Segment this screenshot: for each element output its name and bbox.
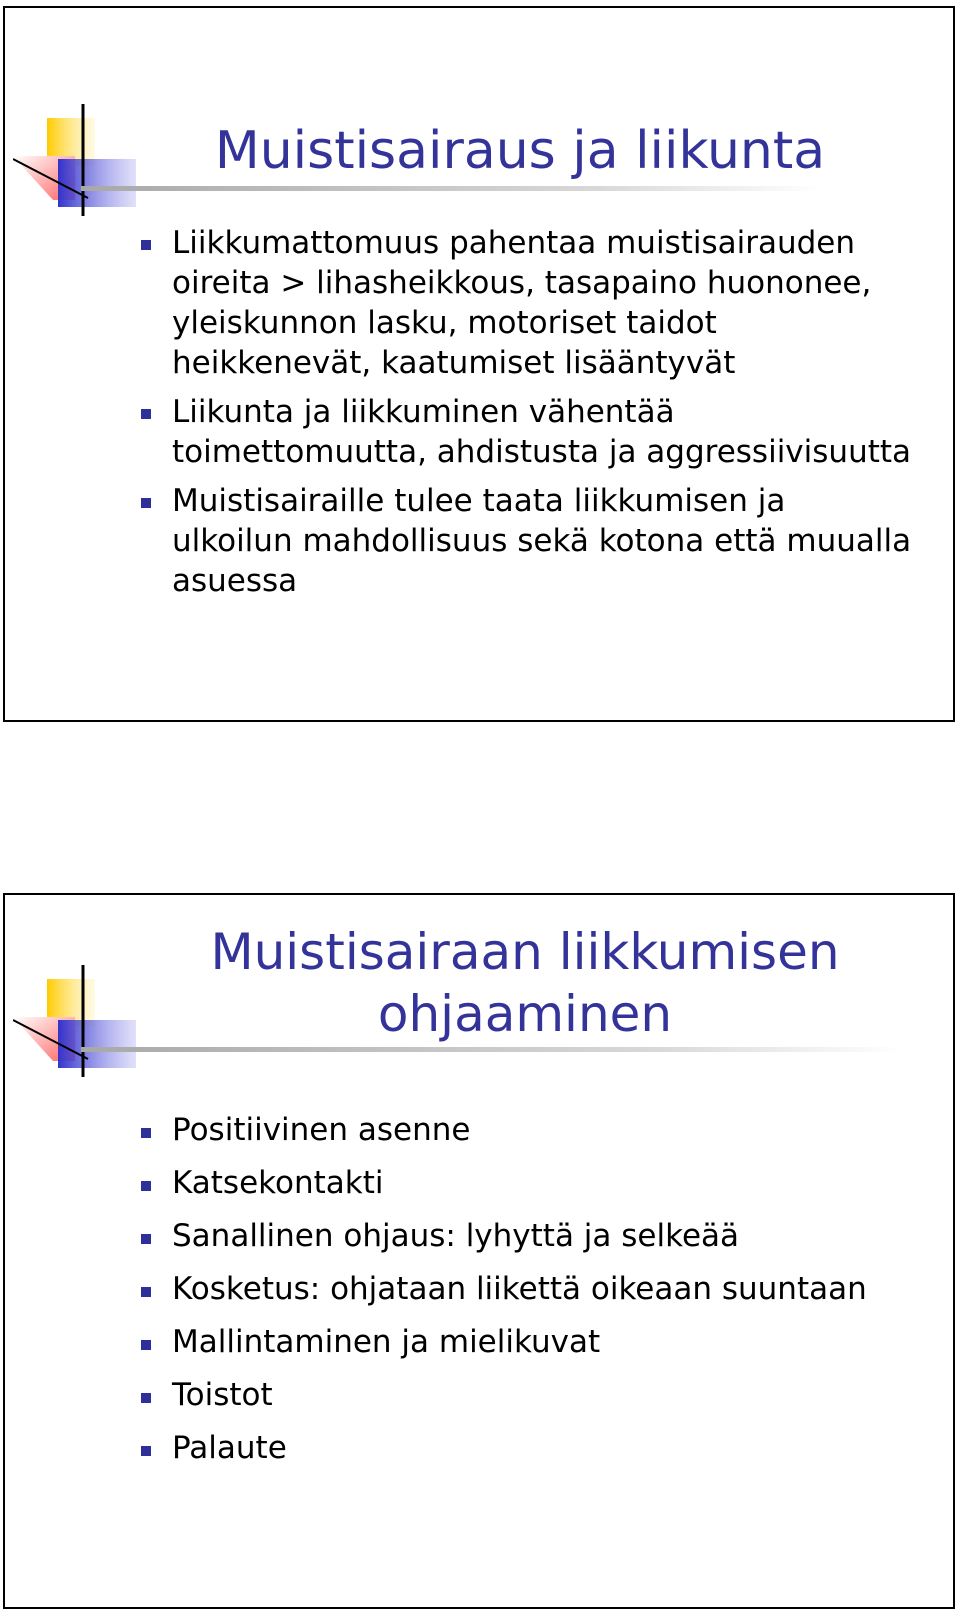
list-item: Toistot bbox=[5, 1375, 945, 1416]
list-item: Muistisairaille tulee taata liikkumisen ja ulkoilun mahdollisuus sekä kotona että muualla asuessa bbox=[5, 481, 945, 601]
bullet-icon bbox=[141, 240, 151, 250]
slide-title-line-1: Muistisairaan liikkumisen bbox=[210, 923, 840, 981]
slide-logo-icon bbox=[13, 104, 143, 219]
title-underline bbox=[81, 1047, 901, 1052]
slide-title bbox=[145, 921, 905, 1045]
bullet-list bbox=[5, 223, 945, 610]
list-item: Mallintaminen ja mielikuvat bbox=[5, 1322, 945, 1363]
bullet-list bbox=[5, 1110, 945, 1481]
list-item: Palaute bbox=[5, 1428, 945, 1469]
bullet-icon bbox=[141, 1128, 151, 1138]
bullet-icon bbox=[141, 1340, 151, 1350]
bullet-icon bbox=[141, 1181, 151, 1191]
list-item: Kosketus: ohjataan liikettä oikeaan suuntaan bbox=[5, 1269, 945, 1310]
bullet-icon bbox=[141, 1393, 151, 1403]
list-item: Liikkumattomuus pahentaa muistisairauden oireita > lihasheikkous, tasapaino huononee, yleiskunnon lasku, motoriset taidot heikkenevät, kaatumiset lisääntyvät bbox=[5, 223, 945, 383]
list-item: Positiivinen asenne bbox=[5, 1110, 945, 1151]
title-underline bbox=[81, 186, 821, 191]
bullet-icon bbox=[141, 1234, 151, 1244]
slide-logo-icon bbox=[13, 965, 143, 1080]
bullet-icon bbox=[141, 498, 151, 508]
slide-title: Muistisairaus ja liikunta bbox=[214, 121, 826, 181]
bullet-icon bbox=[141, 1446, 151, 1456]
slide-title-line-2: ohjaaminen bbox=[377, 985, 673, 1043]
list-item: Sanallinen ohjaus: lyhyttä ja selkeää bbox=[5, 1216, 945, 1257]
bullet-icon bbox=[141, 1287, 151, 1297]
slide-2 bbox=[3, 893, 955, 1609]
bullet-icon bbox=[141, 409, 151, 419]
list-item: Liikunta ja liikkuminen vähentää toimettomuutta, ahdistusta ja aggressiivisuutta bbox=[5, 392, 945, 472]
list-item: Katsekontakti bbox=[5, 1163, 945, 1204]
slide-1 bbox=[3, 6, 955, 722]
